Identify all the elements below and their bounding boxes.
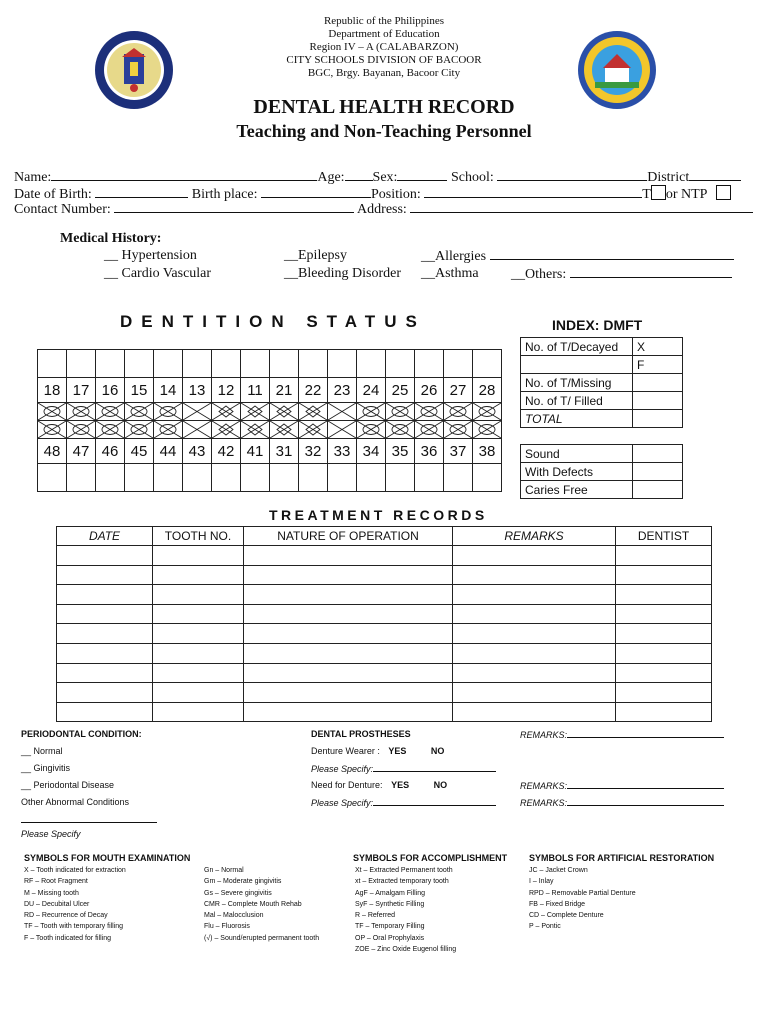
tooth-number: 15 xyxy=(125,378,154,403)
address-field[interactable] xyxy=(410,201,753,213)
contact-field[interactable] xyxy=(114,201,354,213)
cell-date[interactable] xyxy=(57,565,153,585)
dmft-label-spacer xyxy=(521,356,633,374)
medical-item[interactable]: __ Hypertension xyxy=(104,248,197,263)
accomplishment-symbols-list xyxy=(355,865,456,955)
cell-tooth[interactable] xyxy=(153,643,244,663)
col-tooth: TOOTH NO. xyxy=(153,527,244,546)
cell-date[interactable] xyxy=(57,702,153,722)
tooth-number: 47 xyxy=(67,439,96,464)
symbol-item: P – Pontic xyxy=(529,923,561,931)
cell-operation[interactable] xyxy=(244,565,453,585)
cell-remarks[interactable] xyxy=(453,546,616,566)
info-line-1 xyxy=(14,169,741,186)
tooth-number: 28 xyxy=(473,378,502,403)
cell-tooth[interactable] xyxy=(153,585,244,605)
cell-tooth[interactable] xyxy=(153,624,244,644)
header-line: CITY SCHOOLS DIVISION OF BACOOR xyxy=(286,54,482,66)
tooth-box[interactable] xyxy=(212,464,241,492)
header-line: Region IV – A (CALABARZON) xyxy=(309,41,459,53)
medical-item-label: Hypertension xyxy=(121,248,197,263)
prostheses-title: DENTAL PROSTHESES xyxy=(311,729,411,739)
position-label: Position: xyxy=(370,187,421,202)
cell-date[interactable] xyxy=(57,643,153,663)
dob-label: Date of Birth: xyxy=(14,187,92,202)
tooth-number: 12 xyxy=(212,378,241,403)
tooth-number: 16 xyxy=(96,378,125,403)
tooth-box[interactable] xyxy=(386,464,415,492)
tooth-number: 32 xyxy=(299,439,328,464)
tooth-surface[interactable] xyxy=(212,403,241,421)
tooth-box[interactable] xyxy=(241,464,270,492)
tooth-number: 17 xyxy=(67,378,96,403)
symbol-item: M – Missing tooth xyxy=(24,889,79,897)
condition-value[interactable] xyxy=(633,463,683,481)
tooth-number: 18 xyxy=(38,378,67,403)
tooth-box[interactable] xyxy=(183,464,212,492)
tooth-box[interactable] xyxy=(270,464,299,492)
cell-tooth[interactable] xyxy=(153,565,244,585)
table-row xyxy=(57,683,712,703)
dmft-label: No. of T/ Filled xyxy=(521,392,633,410)
tooth-box[interactable] xyxy=(444,464,473,492)
dmft-label: TOTAL xyxy=(521,410,633,428)
tooth-box[interactable] xyxy=(473,350,502,378)
symbol-item: ZOE – Zinc Oxide Eugenol filling xyxy=(355,946,457,954)
restoration-symbols-list xyxy=(529,865,636,933)
tooth-number: 45 xyxy=(125,439,154,464)
symbol-item: Gs – Severe gingivitis xyxy=(204,889,272,897)
birthplace-label: Birth place: xyxy=(191,187,258,202)
tooth-surface[interactable] xyxy=(473,421,502,439)
accomplishment-symbols-title: SYMBOLS FOR ACCOMPLISHMENT xyxy=(353,853,508,863)
tooth-box[interactable] xyxy=(96,464,125,492)
tooth-surface[interactable] xyxy=(415,403,444,421)
tooth-number: 36 xyxy=(415,439,444,464)
medical-item[interactable]: __Others: xyxy=(511,266,732,283)
allergies-field[interactable] xyxy=(490,248,734,260)
medical-item[interactable]: __Bleeding Disorder xyxy=(284,266,402,281)
cell-remarks[interactable] xyxy=(453,702,616,722)
tooth-surface[interactable] xyxy=(444,403,473,421)
tooth-surface[interactable] xyxy=(386,403,415,421)
denture-wearer-label: Denture Wearer : xyxy=(311,746,380,756)
tooth-number: 25 xyxy=(386,378,415,403)
tooth-surface[interactable] xyxy=(299,403,328,421)
condition-value[interactable] xyxy=(633,445,683,463)
symbol-item: CMR – Complete Mouth Rehab xyxy=(204,900,302,908)
condition-value[interactable] xyxy=(633,481,683,499)
cell-date[interactable] xyxy=(57,663,153,683)
tooth-box[interactable] xyxy=(67,350,96,378)
specify-row xyxy=(311,797,496,808)
tooth-number: 48 xyxy=(38,439,67,464)
specify-field[interactable] xyxy=(373,763,496,772)
symbol-item: RF – Root Fragment xyxy=(24,878,88,886)
tooth-box[interactable] xyxy=(154,350,183,378)
table-row xyxy=(57,565,712,585)
need-denture-label: Need for Denture: xyxy=(311,780,383,790)
medical-item[interactable]: __Epilepsy xyxy=(284,248,347,263)
need-denture-no[interactable]: NO xyxy=(433,780,448,790)
cell-dentist[interactable] xyxy=(616,624,712,644)
symbol-item: RD – Recurrence of Decay xyxy=(24,912,108,920)
tooth-box[interactable] xyxy=(328,464,357,492)
medical-history-title: Medical History: xyxy=(60,231,162,246)
cell-operation[interactable] xyxy=(244,546,453,566)
birthplace-field[interactable] xyxy=(261,186,371,198)
symbol-item: X – Tooth indicated for extraction xyxy=(24,867,126,874)
symbol-item: JC – Jacket Crown xyxy=(529,867,588,874)
tooth-surface[interactable] xyxy=(270,421,299,439)
cell-date[interactable] xyxy=(57,546,153,566)
tooth-box[interactable] xyxy=(241,350,270,378)
cell-operation[interactable] xyxy=(244,624,453,644)
table-row xyxy=(57,663,712,683)
medical-item-label: Cardio Vascular xyxy=(121,266,212,281)
tooth-box[interactable] xyxy=(183,350,212,378)
periodontal-item-label: Normal xyxy=(33,746,63,756)
tooth-surface[interactable] xyxy=(386,421,415,439)
condition-label: Caries Free xyxy=(521,481,633,499)
tooth-number: 23 xyxy=(328,378,357,403)
remarks-label: REMARKS: xyxy=(520,798,568,808)
periodontal-item[interactable]: __ Gingivitis xyxy=(21,763,71,773)
tooth-box[interactable] xyxy=(67,464,96,492)
remarks-row xyxy=(520,780,724,791)
symbol-item: Xt – Extracted Permanent tooth xyxy=(355,867,453,874)
cell-remarks[interactable] xyxy=(453,624,616,644)
treatment-table xyxy=(56,526,712,722)
need-denture-row xyxy=(311,780,447,790)
tooth-number: 27 xyxy=(444,378,473,403)
symbol-item: TF – Tooth with temporary filling xyxy=(24,923,124,931)
ntp-checkbox[interactable] xyxy=(716,185,731,200)
mouth-symbols-title: SYMBOLS FOR MOUTH EXAMINATION xyxy=(24,853,191,863)
district-field[interactable] xyxy=(689,169,741,181)
symbol-item: Mal – Malocclusion xyxy=(204,912,264,920)
cell-operation[interactable] xyxy=(244,643,453,663)
periodontal-item-label: Gingivitis xyxy=(33,763,71,773)
school-label: School: xyxy=(450,170,494,185)
tooth-number: 38 xyxy=(473,439,502,464)
col-operation: NATURE OF OPERATION xyxy=(244,527,453,546)
symbol-item: Gn – Normal xyxy=(204,867,244,874)
cell-dentist[interactable] xyxy=(616,683,712,703)
tooth-surface[interactable] xyxy=(154,421,183,439)
remarks-row xyxy=(520,729,724,740)
cell-remarks[interactable] xyxy=(453,683,616,703)
tooth-number: 41 xyxy=(241,439,270,464)
tooth-box[interactable] xyxy=(357,464,386,492)
symbol-item: (√) – Sound/erupted permanent tooth xyxy=(204,934,320,942)
tooth-number: 13 xyxy=(183,378,212,403)
dob-field[interactable] xyxy=(95,186,188,198)
symbol-item: OP – Oral Prophylaxis xyxy=(355,934,425,942)
symbol-item: R – Referred xyxy=(355,912,396,920)
condition-label: With Defects xyxy=(521,463,633,481)
ntp-label: or NTP xyxy=(665,187,707,202)
mouth-symbols-col2 xyxy=(204,865,319,944)
dmft-table xyxy=(520,337,683,428)
tooth-number: 26 xyxy=(415,378,444,403)
tooth-surface[interactable] xyxy=(67,421,96,439)
symbol-item: F – Tooth indicated for filling xyxy=(24,934,112,942)
tooth-chart xyxy=(37,349,502,492)
contact-label: Contact Number: xyxy=(14,202,111,217)
cell-operation[interactable] xyxy=(244,585,453,605)
tooth-surface[interactable] xyxy=(183,403,212,421)
age-field[interactable] xyxy=(345,169,373,181)
remarks-field[interactable] xyxy=(567,729,724,738)
periodontal-title: PERIODONTAL CONDITION: xyxy=(21,729,142,739)
specify-row xyxy=(311,763,496,774)
cell-remarks[interactable] xyxy=(453,604,616,624)
denture-wearer-row xyxy=(311,746,444,756)
tooth-surface[interactable] xyxy=(270,403,299,421)
tooth-box[interactable] xyxy=(415,350,444,378)
dmft-value[interactable] xyxy=(633,374,683,392)
name-label: Name: xyxy=(14,170,52,185)
cell-date[interactable] xyxy=(57,683,153,703)
please-specify-label: Please Specify xyxy=(21,829,81,839)
condition-label: Sound xyxy=(521,445,633,463)
cell-dentist[interactable] xyxy=(616,585,712,605)
page-title: DENTAL HEALTH RECORD xyxy=(253,96,515,118)
cell-operation[interactable] xyxy=(244,683,453,703)
cell-dentist[interactable] xyxy=(616,546,712,566)
remarks-label: REMARKS: xyxy=(520,730,568,740)
position-field[interactable] xyxy=(424,186,642,198)
tooth-surface[interactable] xyxy=(357,421,386,439)
tooth-box[interactable] xyxy=(473,464,502,492)
tooth-surface[interactable] xyxy=(473,403,502,421)
school-field[interactable] xyxy=(497,169,647,181)
condition-table xyxy=(520,444,683,499)
tooth-surface[interactable] xyxy=(38,421,67,439)
treatment-title: TREATMENT RECORDS xyxy=(269,507,488,523)
tooth-number: 46 xyxy=(96,439,125,464)
dmft-f: F xyxy=(633,356,683,374)
dentition-title: DENTITION STATUS xyxy=(120,312,426,331)
symbol-item: DU – Decubital Ulcer xyxy=(24,900,90,908)
cell-remarks[interactable] xyxy=(453,663,616,683)
tooth-surface[interactable] xyxy=(183,421,212,439)
age-label: Age: xyxy=(317,170,345,185)
tooth-box[interactable] xyxy=(386,350,415,378)
cell-tooth[interactable] xyxy=(153,702,244,722)
tooth-surface[interactable] xyxy=(328,403,357,421)
tooth-surface[interactable] xyxy=(241,421,270,439)
symbol-item: CD – Complete Denture xyxy=(529,912,604,920)
symbol-item: Flu – Fluorosis xyxy=(204,923,250,931)
cell-tooth[interactable] xyxy=(153,604,244,624)
symbol-item: Gm – Moderate gingivitis xyxy=(204,878,282,886)
dmft-label: No. of T/Decayed xyxy=(521,338,633,356)
tooth-number: 35 xyxy=(386,439,415,464)
tooth-box[interactable] xyxy=(444,350,473,378)
tooth-box[interactable] xyxy=(299,350,328,378)
info-line-3 xyxy=(14,201,753,218)
mouth-symbols-col1 xyxy=(24,865,126,944)
remarks-field[interactable] xyxy=(567,797,724,806)
sex-field[interactable] xyxy=(397,169,447,181)
medical-item[interactable]: __Asthma xyxy=(421,266,479,281)
tooth-number: 42 xyxy=(212,439,241,464)
tooth-surface[interactable] xyxy=(125,403,154,421)
tooth-number: 37 xyxy=(444,439,473,464)
tooth-box[interactable] xyxy=(38,350,67,378)
symbol-item: TF – Temporary Filling xyxy=(355,923,425,931)
periodontal-item-label: Periodontal Disease xyxy=(33,780,115,790)
tooth-number: 11 xyxy=(241,378,270,403)
tooth-box[interactable] xyxy=(38,464,67,492)
tooth-box[interactable] xyxy=(328,350,357,378)
symbol-item: SyF – Synthetic Filling xyxy=(355,900,425,908)
periodontal-item[interactable]: __ Periodontal Disease xyxy=(21,780,115,790)
dmft-label: No. of T/Missing xyxy=(521,374,633,392)
periodontal-item[interactable]: __ Normal xyxy=(21,746,63,756)
table-row xyxy=(57,546,712,566)
dmft-value[interactable] xyxy=(633,410,683,428)
specify-field[interactable] xyxy=(373,797,496,806)
others-field[interactable] xyxy=(570,266,732,278)
tooth-surface[interactable] xyxy=(415,421,444,439)
header-line: BGC, Brgy. Bayanan, Bacoor City xyxy=(307,67,461,79)
remarks-field[interactable] xyxy=(567,780,724,789)
col-remarks: REMARKS xyxy=(453,527,616,546)
cell-date[interactable] xyxy=(57,604,153,624)
tooth-number: 21 xyxy=(270,378,299,403)
cell-dentist[interactable] xyxy=(616,702,712,722)
symbol-item: I – Inlay xyxy=(529,878,554,886)
district-label: District xyxy=(647,170,690,185)
tooth-box[interactable] xyxy=(154,464,183,492)
specify-label: Please Specify: xyxy=(311,798,374,808)
need-denture-yes[interactable]: YES xyxy=(391,780,410,790)
tooth-box[interactable] xyxy=(357,350,386,378)
cell-operation[interactable] xyxy=(244,702,453,722)
tooth-surface[interactable] xyxy=(154,403,183,421)
cell-remarks[interactable] xyxy=(453,565,616,585)
tooth-box[interactable] xyxy=(125,350,154,378)
restoration-symbols-title: SYMBOLS FOR ARTIFICIAL RESTORATION xyxy=(529,853,715,863)
denture-wearer-yes[interactable]: YES xyxy=(388,746,407,756)
name-field[interactable] xyxy=(51,169,317,181)
tooth-number: 33 xyxy=(328,439,357,464)
tooth-number: 31 xyxy=(270,439,299,464)
tooth-number: 22 xyxy=(299,378,328,403)
header-line: Republic of the Philippines xyxy=(323,15,445,27)
symbol-item: FB – Fixed Bridge xyxy=(529,900,586,908)
tooth-surface[interactable] xyxy=(212,421,241,439)
tooth-box[interactable] xyxy=(415,464,444,492)
index-title: INDEX: DMFT xyxy=(552,317,643,333)
page-subtitle: Teaching and Non-Teaching Personnel xyxy=(236,121,532,141)
tooth-surface[interactable] xyxy=(357,403,386,421)
col-date: DATE xyxy=(57,527,153,546)
cell-dentist[interactable] xyxy=(616,663,712,683)
sex-label: Sex: xyxy=(372,170,398,185)
cell-tooth[interactable] xyxy=(153,683,244,703)
tooth-number: 44 xyxy=(154,439,183,464)
tooth-surface[interactable] xyxy=(67,403,96,421)
table-row xyxy=(57,702,712,722)
dmft-x: X xyxy=(633,338,683,356)
table-row xyxy=(57,604,712,624)
tooth-surface[interactable] xyxy=(125,421,154,439)
other-conditions-field[interactable] xyxy=(21,822,157,823)
cell-operation[interactable] xyxy=(244,663,453,683)
cell-operation[interactable] xyxy=(244,604,453,624)
tooth-surface[interactable] xyxy=(241,403,270,421)
dmft-value[interactable] xyxy=(633,392,683,410)
cell-tooth[interactable] xyxy=(153,546,244,566)
cell-dentist[interactable] xyxy=(616,565,712,585)
col-dentist: DENTIST xyxy=(616,527,712,546)
table-row xyxy=(57,643,712,663)
medical-item[interactable]: __Allergies xyxy=(421,248,734,265)
tooth-surface[interactable] xyxy=(96,403,125,421)
symbol-item: AgF – Amalgam Filling xyxy=(355,889,426,897)
cell-remarks[interactable] xyxy=(453,585,616,605)
cell-remarks[interactable] xyxy=(453,643,616,663)
tooth-surface[interactable] xyxy=(444,421,473,439)
other-conditions-label: Other Abnormal Conditions xyxy=(21,797,130,807)
remarks-row xyxy=(520,797,724,808)
medical-item-label: Bleeding Disorder xyxy=(298,266,402,281)
table-row xyxy=(57,624,712,644)
symbol-item: RPD – Removable Partial Denture xyxy=(529,889,636,897)
tooth-box[interactable] xyxy=(96,350,125,378)
t-checkbox[interactable] xyxy=(651,185,666,200)
denture-wearer-no[interactable]: NO xyxy=(430,746,445,756)
tooth-number: 24 xyxy=(357,378,386,403)
tooth-number: 14 xyxy=(154,378,183,403)
specify-label: Please Specify: xyxy=(311,764,374,774)
header-line: Department of Education xyxy=(328,28,440,40)
medical-item[interactable]: __ Cardio Vascular xyxy=(104,266,212,281)
cell-date[interactable] xyxy=(57,624,153,644)
table-row xyxy=(57,585,712,605)
medical-item-label: Asthma xyxy=(435,266,479,281)
tooth-surface[interactable] xyxy=(96,421,125,439)
tooth-surface[interactable] xyxy=(299,421,328,439)
tooth-box[interactable] xyxy=(125,464,154,492)
medical-item-label: Epilepsy xyxy=(298,248,347,263)
symbol-item: xt – Extracted temporary tooth xyxy=(355,878,449,886)
tooth-surface[interactable] xyxy=(328,421,357,439)
tooth-surface[interactable] xyxy=(38,403,67,421)
tooth-box[interactable] xyxy=(212,350,241,378)
tooth-number: 34 xyxy=(357,439,386,464)
remarks-label: REMARKS: xyxy=(520,781,568,791)
cell-tooth[interactable] xyxy=(153,663,244,683)
cell-date[interactable] xyxy=(57,585,153,605)
address-label: Address: xyxy=(357,202,407,217)
medical-item-label: Others: xyxy=(525,267,567,282)
tooth-number: 43 xyxy=(183,439,212,464)
tooth-box[interactable] xyxy=(270,350,299,378)
t-label: T xyxy=(642,187,651,202)
medical-item-label: Allergies xyxy=(435,249,487,264)
cell-dentist[interactable] xyxy=(616,643,712,663)
tooth-box[interactable] xyxy=(299,464,328,492)
cell-dentist[interactable] xyxy=(616,604,712,624)
